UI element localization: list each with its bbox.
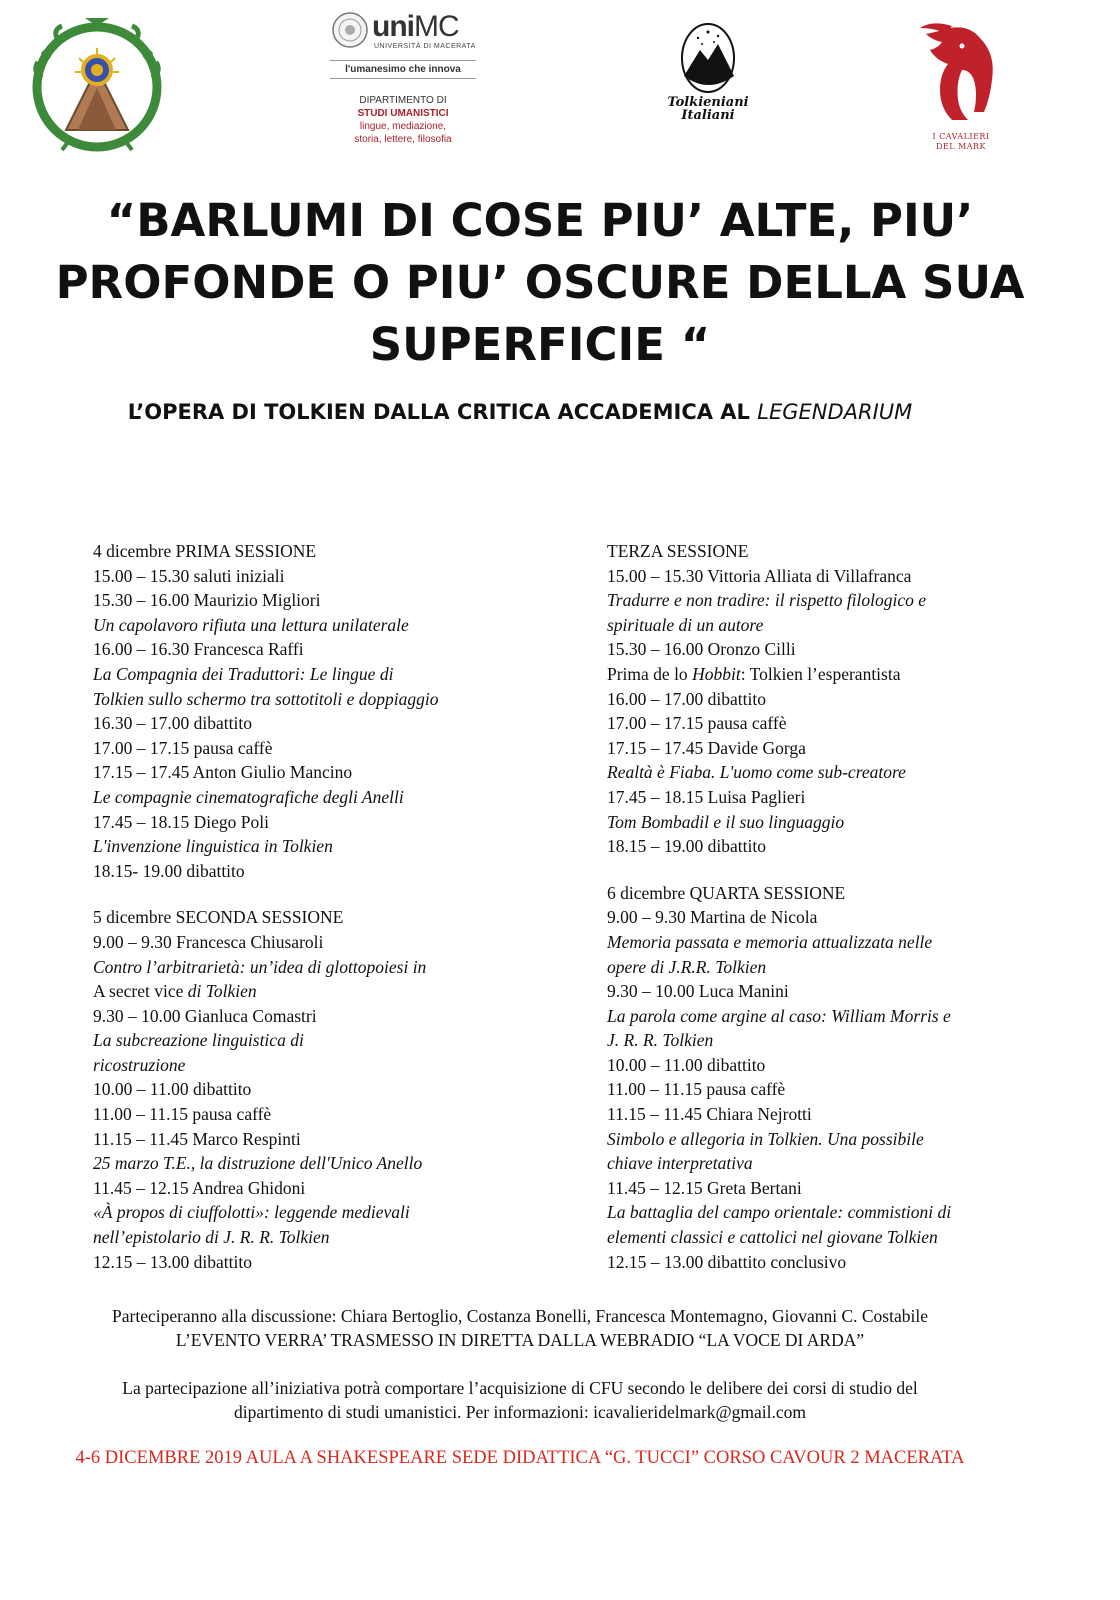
program-line: ricostruzione <box>93 1054 186 1075</box>
unimc-department: DIPARTIMENTO DI STUDI UMANISTICI lingue, mediazione, storia, lettere, filosofia <box>354 95 452 145</box>
program-line: Tradurre e non tradire: il rispetto filologico e <box>607 590 927 611</box>
program-line: Le compagnie cinematografiche degli Anelli <box>93 786 404 807</box>
tree-mountain-logo-icon <box>28 18 166 156</box>
program-line: 12.15 – 13.00 dibattito <box>93 1251 252 1272</box>
program-line: 6 dicembre QUARTA SESSIONE <box>607 882 846 903</box>
event-subtitle: L’OPERA DI TOLKIEN DALLA CRITICA ACCADEMICA AL LEGENDARIUM <box>127 400 913 424</box>
program-line: Un capolavoro rifiuta una lettura unilaterale <box>93 614 409 635</box>
program-line: 18.15- 19.00 dibattito <box>93 860 245 881</box>
program-line: opere di J.R.R. Tolkien <box>607 956 767 977</box>
program-left-column <box>93 539 563 1274</box>
program-line: 11.00 – 11.15 pausa caffè <box>607 1079 786 1100</box>
program-line: 15.30 – 16.00 Oronzo Cilli <box>607 639 796 660</box>
tolkieniani-name: Tolkieniani Italiani <box>667 95 749 123</box>
program-line: 9.30 – 10.00 Luca Manini <box>607 981 789 1002</box>
program-line: 10.00 – 11.00 dibattito <box>607 1054 766 1075</box>
logo-bar <box>0 0 1120 170</box>
program-line: L'invenzione linguistica in Tolkien <box>93 836 333 857</box>
program-right-column <box>607 539 1037 1274</box>
program-line: Prima de lo Hobbit: Tolkien l’esperantista <box>607 663 901 684</box>
program-line: 11.15 – 11.45 Chiara Nejrotti <box>607 1104 812 1125</box>
cavalieri-name: I CAVALIERI DEL MARK <box>932 132 990 151</box>
program-line: 11.00 – 11.15 pausa caffè <box>93 1104 272 1125</box>
program-line: 17.15 – 17.45 Anton Giulio Mancino <box>93 762 353 783</box>
program-line: 16.30 – 17.00 dibattito <box>93 713 252 734</box>
program-line: La Compagnia dei Traduttori: Le lingue di <box>93 663 394 684</box>
program-line: 10.00 – 11.00 dibattito <box>93 1079 252 1100</box>
unimc-logo <box>328 6 478 156</box>
program-line: 11.45 – 12.15 Greta Bertani <box>607 1177 802 1198</box>
program-line: A secret vice di Tolkien <box>93 981 257 1002</box>
program-line: 12.15 – 13.00 dibattito conclusivo <box>607 1251 847 1272</box>
participants-note: Parteciperanno alla discussione: Chiara Bertoglio, Costanza Bonelli, Francesca Montemagno, Giovanni C. Costabile <box>112 1306 928 1326</box>
university-seal-icon <box>330 10 370 50</box>
program-line: spirituale di un autore <box>607 614 764 635</box>
session-gap <box>93 883 563 905</box>
program-line: 15.00 – 15.30 Vittoria Alliata di Villafranca <box>607 565 912 586</box>
program-line: 18.15 – 19.00 dibattito <box>607 836 766 857</box>
program-line: elementi classici e cattolici nel giovane Tolkien <box>607 1227 938 1248</box>
program-line: 17.45 – 18.15 Luisa Paglieri <box>607 786 806 807</box>
program-line: 17.00 – 17.15 pausa caffè <box>93 737 273 758</box>
session-gap <box>607 859 1037 881</box>
program-line: 9.00 – 9.30 Francesca Chiusaroli <box>93 931 324 952</box>
program-line: Tolkien sullo schermo tra sottotitoli e doppiaggio <box>93 688 439 709</box>
program-line: Contro l’arbitrarietà: un’idea di glottopoiesi in <box>93 956 427 977</box>
program-line: nell’epistolario di J. R. R. Tolkien <box>93 1227 330 1248</box>
cfu-note: La partecipazione all’iniziativa potrà comportare l’acquisizione di CFU secondo le delibere dei corsi di studio del dipartimento di studi umanistici. Per informazioni: icavalieridelmark@gmail.com <box>122 1378 918 1422</box>
program-line: J. R. R. Tolkien <box>607 1030 714 1051</box>
program-line: La parola come argine al caso: William Morris e <box>607 1005 951 1026</box>
program-line: 17.00 – 17.15 pausa caffè <box>607 713 787 734</box>
event-title: “BARLUMI DI COSE PIU’ ALTE, PIU’ PROFONDE O PIU’ OSCURE DELLA SUA SUPERFICIE “ <box>55 194 1025 371</box>
program-line: 9.00 – 9.30 Martina de Nicola <box>607 907 818 928</box>
program-line: 16.00 – 17.00 dibattito <box>607 688 766 709</box>
unimc-tagline: l'umanesimo che innova <box>330 60 476 79</box>
program-line: Simbolo e allegoria in Tolkien. Una possibile <box>607 1128 924 1149</box>
program-line: Tom Bombadil e il suo linguaggio <box>607 811 845 832</box>
program-line: 15.30 – 16.00 Maurizio Migliori <box>93 590 321 611</box>
unimc-university: UNIVERSITÀ DI MACERATA <box>374 43 476 50</box>
program-line: TERZA SESSIONE <box>607 541 749 561</box>
broadcast-note: L’EVENTO VERRA’ TRASMESSO IN DIRETTA DALLA WEBRADIO “LA VOCE DI ARDA” <box>175 1330 865 1350</box>
program-line: chiave interpretativa <box>607 1153 753 1174</box>
program-line: 4 dicembre PRIMA SESSIONE <box>93 541 317 561</box>
program-line: 9.30 – 10.00 Gianluca Comastri <box>93 1005 317 1026</box>
program-line: Memoria passata e memoria attualizzata nelle <box>607 931 933 952</box>
program-line: 11.15 – 11.45 Marco Respinti <box>93 1128 301 1149</box>
program-line: 15.00 – 15.30 saluti iniziali <box>93 565 285 586</box>
program-line: La battaglia del campo orientale: commistioni di <box>607 1202 952 1223</box>
horse-head-icon <box>912 20 1002 130</box>
mountain-stars-icon <box>672 20 744 96</box>
venue-line: 4-6 DICEMBRE 2019 AULA A SHAKESPEARE SEDE DIDATTICA “G. TUCCI” CORSO CAVOUR 2 MACERATA <box>75 1448 965 1468</box>
program-line: 5 dicembre SECONDA SESSIONE <box>93 907 344 928</box>
program-line: «À propos di ciuffolotti»: leggende medievali <box>93 1202 410 1223</box>
program-line: Realtà è Fiaba. L'uomo come sub-creatore <box>607 762 906 783</box>
tolkieniani-logo <box>667 20 749 130</box>
program-line: 11.45 – 12.15 Andrea Ghidoni <box>93 1177 306 1198</box>
program-line: La subcreazione linguistica di <box>93 1030 304 1051</box>
unimc-wordmark: uniMC <box>372 10 459 43</box>
cavalieri-logo <box>912 20 1002 160</box>
program-line: 17.15 – 17.45 Davide Gorga <box>607 737 806 758</box>
program-line: 16.00 – 16.30 Francesca Raffi <box>93 639 304 660</box>
program-line: 17.45 – 18.15 Diego Poli <box>93 811 269 832</box>
program-line: 25 marzo T.E., la distruzione dell'Unico Anello <box>93 1153 423 1174</box>
